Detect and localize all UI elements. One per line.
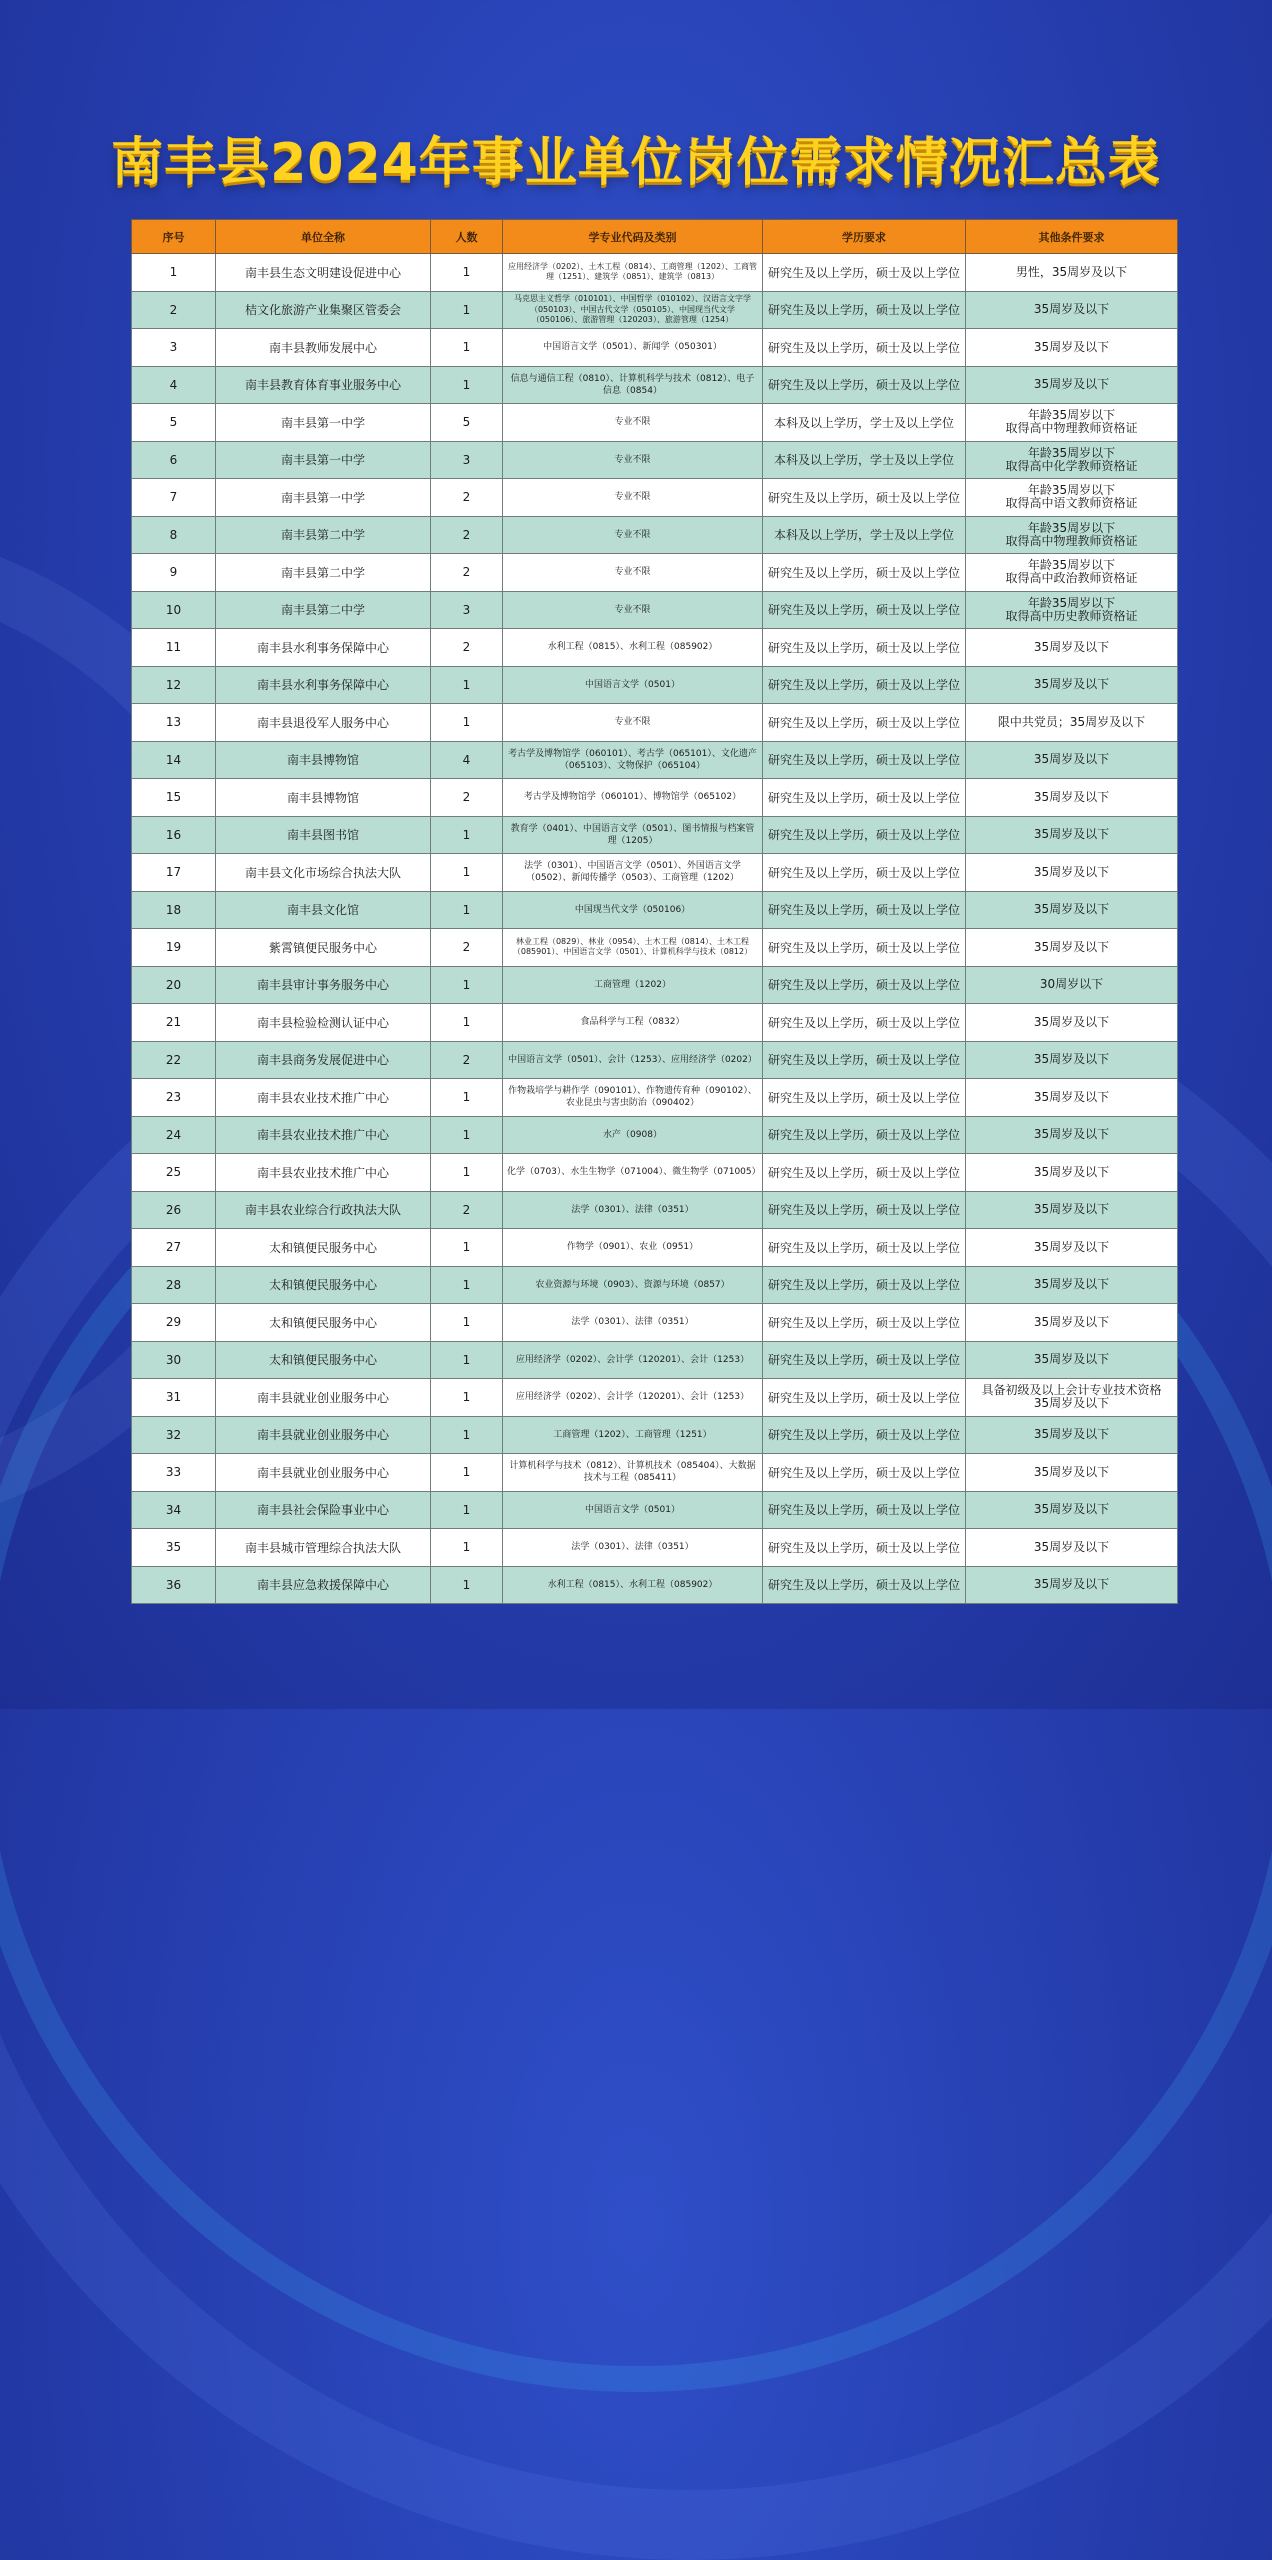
cell-count: 1 [431, 1154, 503, 1192]
cell-unit: 南丰县水利事务保障中心 [216, 666, 431, 704]
header-education: 学历要求 [763, 220, 966, 254]
cell-major: 法学（0301）、法律（0351） [503, 1529, 763, 1567]
cell-education: 研究生及以上学历，硕士及以上学位 [763, 1004, 966, 1042]
cell-major: 化学（0703）、水生生物学（071004）、微生物学（071005） [503, 1154, 763, 1192]
cell-count: 1 [431, 704, 503, 742]
table-row [132, 366, 1178, 404]
cell-unit: 太和镇便民服务中心 [216, 1266, 431, 1304]
cell-index: 5 [132, 404, 216, 442]
cell-index: 29 [132, 1304, 216, 1342]
cell-index: 32 [132, 1416, 216, 1454]
table-row [132, 666, 1178, 704]
cell-other: 35周岁及以下 [966, 366, 1178, 404]
cell-major: 食品科学与工程（0832） [503, 1004, 763, 1042]
cell-count: 1 [431, 816, 503, 854]
cell-count: 1 [431, 966, 503, 1004]
table-row [132, 966, 1178, 1004]
cell-index: 8 [132, 516, 216, 554]
cell-unit: 南丰县第一中学 [216, 441, 431, 479]
cell-education: 研究生及以上学历，硕士及以上学位 [763, 554, 966, 592]
cell-education: 研究生及以上学历，硕士及以上学位 [763, 1454, 966, 1492]
cell-education: 研究生及以上学历，硕士及以上学位 [763, 741, 966, 779]
cell-major: 水利工程（0815）、水利工程（085902） [503, 1566, 763, 1604]
cell-other: 35周岁及以下 [966, 329, 1178, 367]
cell-unit: 南丰县教育体育事业服务中心 [216, 366, 431, 404]
cell-count: 1 [431, 891, 503, 929]
table-row [132, 1266, 1178, 1304]
cell-other: 年龄35周岁以下 取得高中物理教师资格证 [966, 404, 1178, 442]
cell-unit: 南丰县就业创业服务中心 [216, 1379, 431, 1417]
cell-education: 研究生及以上学历，硕士及以上学位 [763, 254, 966, 292]
cell-count: 1 [431, 854, 503, 892]
cell-major: 林业工程（0829）、林业（0954）、土木工程（0814）、土木工程（085901）、中国语言文学（0501）、计算机科学与技术（0812） [503, 929, 763, 967]
cell-education: 研究生及以上学历，硕士及以上学位 [763, 1379, 966, 1417]
cell-index: 33 [132, 1454, 216, 1492]
cell-education: 研究生及以上学历，硕士及以上学位 [763, 1304, 966, 1342]
cell-other: 35周岁及以下 [966, 1191, 1178, 1229]
cell-other: 35周岁及以下 [966, 854, 1178, 892]
cell-major: 法学（0301）、中国语言文学（0501）、外国语言文学（0502）、新闻传播学（0503）、工商管理（1202） [503, 854, 763, 892]
cell-major: 计算机科学与技术（0812）、计算机技术（085404）、大数据技术与工程（085411） [503, 1454, 763, 1492]
cell-index: 16 [132, 816, 216, 854]
cell-other: 35周岁及以下 [966, 1266, 1178, 1304]
cell-other: 35周岁及以下 [966, 666, 1178, 704]
cell-unit: 南丰县第一中学 [216, 479, 431, 517]
cell-index: 24 [132, 1116, 216, 1154]
cell-other: 35周岁及以下 [966, 816, 1178, 854]
table-row [132, 1154, 1178, 1192]
cell-index: 4 [132, 366, 216, 404]
cell-education: 研究生及以上学历，硕士及以上学位 [763, 1529, 966, 1567]
cell-unit: 南丰县城市管理综合执法大队 [216, 1529, 431, 1567]
cell-major: 应用经济学（0202）、会计学（120201）、会计（1253） [503, 1379, 763, 1417]
cell-major: 专业不限 [503, 704, 763, 742]
table-row [132, 1116, 1178, 1154]
header-other: 其他条件要求 [966, 220, 1178, 254]
cell-major: 马克思主义哲学（010101）、中国哲学（010102）、汉语言文字学（050103）、中国古代文学（050105）、中国现当代文学（050106）、旅游管理（120203）、旅游管理（1254） [503, 291, 763, 329]
cell-major: 农业资源与环境（0903）、资源与环境（0857） [503, 1266, 763, 1304]
cell-index: 2 [132, 291, 216, 329]
cell-unit: 南丰县社会保险事业中心 [216, 1491, 431, 1529]
cell-count: 1 [431, 1079, 503, 1117]
cell-major: 信息与通信工程（0810）、计算机科学与技术（0812）、电子信息（0854） [503, 366, 763, 404]
cell-education: 研究生及以上学历，硕士及以上学位 [763, 291, 966, 329]
header-count: 人数 [431, 220, 503, 254]
cell-education: 研究生及以上学历，硕士及以上学位 [763, 1416, 966, 1454]
table-row [132, 629, 1178, 667]
cell-count: 4 [431, 741, 503, 779]
table-row [132, 704, 1178, 742]
cell-count: 1 [431, 1416, 503, 1454]
cell-count: 2 [431, 516, 503, 554]
cell-count: 1 [431, 1229, 503, 1267]
cell-other: 35周岁及以下 [966, 1304, 1178, 1342]
cell-unit: 南丰县博物馆 [216, 779, 431, 817]
cell-unit: 南丰县审计事务服务中心 [216, 966, 431, 1004]
cell-count: 2 [431, 479, 503, 517]
cell-education: 本科及以上学历，学士及以上学位 [763, 404, 966, 442]
cell-other: 具备初级及以上会计专业技术资格 35周岁及以下 [966, 1379, 1178, 1417]
cell-count: 1 [431, 1454, 503, 1492]
cell-count: 1 [431, 1566, 503, 1604]
cell-other: 限中共党员；35周岁及以下 [966, 704, 1178, 742]
cell-major: 中国语言文学（0501） [503, 666, 763, 704]
cell-count: 1 [431, 1266, 503, 1304]
cell-index: 22 [132, 1041, 216, 1079]
cell-education: 研究生及以上学历，硕士及以上学位 [763, 329, 966, 367]
cell-index: 10 [132, 591, 216, 629]
cell-index: 14 [132, 741, 216, 779]
cell-other: 年龄35周岁以下 取得高中化学教师资格证 [966, 441, 1178, 479]
cell-unit: 南丰县农业技术推广中心 [216, 1154, 431, 1192]
cell-count: 1 [431, 1341, 503, 1379]
table-body [132, 254, 1178, 1604]
table-row [132, 1004, 1178, 1042]
cell-index: 25 [132, 1154, 216, 1192]
page-title: 南丰县2024年事业单位岗位需求情况汇总表 [111, 133, 1161, 193]
cell-education: 研究生及以上学历，硕士及以上学位 [763, 1079, 966, 1117]
cell-unit: 南丰县第二中学 [216, 591, 431, 629]
table-row [132, 1229, 1178, 1267]
cell-unit: 南丰县农业技术推广中心 [216, 1116, 431, 1154]
cell-index: 31 [132, 1379, 216, 1417]
cell-other: 35周岁及以下 [966, 1004, 1178, 1042]
cell-count: 3 [431, 441, 503, 479]
cell-other: 年龄35周岁以下 取得高中物理教师资格证 [966, 516, 1178, 554]
table-row [132, 516, 1178, 554]
cell-major: 中国语言文学（0501）、会计（1253）、应用经济学（0202） [503, 1041, 763, 1079]
cell-other: 35周岁及以下 [966, 1416, 1178, 1454]
table-row [132, 854, 1178, 892]
table-row [132, 254, 1178, 292]
table-row [132, 1079, 1178, 1117]
cell-index: 34 [132, 1491, 216, 1529]
cell-education: 研究生及以上学历，硕士及以上学位 [763, 629, 966, 667]
cell-count: 2 [431, 629, 503, 667]
cell-unit: 南丰县农业综合行政执法大队 [216, 1191, 431, 1229]
cell-count: 1 [431, 291, 503, 329]
cell-count: 1 [431, 1529, 503, 1567]
cell-index: 36 [132, 1566, 216, 1604]
cell-count: 1 [431, 1004, 503, 1042]
cell-education: 研究生及以上学历，硕士及以上学位 [763, 479, 966, 517]
cell-index: 7 [132, 479, 216, 517]
table-row [132, 479, 1178, 517]
table-row [132, 291, 1178, 329]
table-row [132, 1529, 1178, 1567]
cell-unit: 南丰县教师发展中心 [216, 329, 431, 367]
cell-count: 1 [431, 1304, 503, 1342]
table-row [132, 591, 1178, 629]
table-row [132, 554, 1178, 592]
cell-other: 35周岁及以下 [966, 1529, 1178, 1567]
cell-index: 6 [132, 441, 216, 479]
cell-education: 研究生及以上学历，硕士及以上学位 [763, 1191, 966, 1229]
table-row [132, 741, 1178, 779]
cell-index: 23 [132, 1079, 216, 1117]
cell-other: 男性，35周岁及以下 [966, 254, 1178, 292]
cell-other: 35周岁及以下 [966, 1041, 1178, 1079]
cell-index: 3 [132, 329, 216, 367]
cell-unit: 南丰县商务发展促进中心 [216, 1041, 431, 1079]
cell-unit: 南丰县水利事务保障中心 [216, 629, 431, 667]
cell-index: 11 [132, 629, 216, 667]
cell-other: 35周岁及以下 [966, 741, 1178, 779]
cell-other: 35周岁及以下 [966, 1116, 1178, 1154]
cell-education: 研究生及以上学历，硕士及以上学位 [763, 666, 966, 704]
cell-count: 1 [431, 329, 503, 367]
cell-unit: 南丰县检验检测认证中心 [216, 1004, 431, 1042]
cell-education: 研究生及以上学历，硕士及以上学位 [763, 1116, 966, 1154]
table-row [132, 1304, 1178, 1342]
cell-other: 35周岁及以下 [966, 1341, 1178, 1379]
table-row [132, 816, 1178, 854]
cell-unit: 南丰县文化馆 [216, 891, 431, 929]
cell-count: 2 [431, 554, 503, 592]
cell-index: 30 [132, 1341, 216, 1379]
cell-education: 研究生及以上学历，硕士及以上学位 [763, 854, 966, 892]
cell-unit: 桔文化旅游产业集聚区管委会 [216, 291, 431, 329]
cell-other: 年龄35周岁以下 取得高中政治教师资格证 [966, 554, 1178, 592]
cell-unit: 南丰县文化市场综合执法大队 [216, 854, 431, 892]
cell-major: 应用经济学（0202）、会计学（120201）、会计（1253） [503, 1341, 763, 1379]
cell-major: 中国现当代文学（050106） [503, 891, 763, 929]
table-row [132, 1416, 1178, 1454]
table-row [132, 1566, 1178, 1604]
cell-education: 研究生及以上学历，硕士及以上学位 [763, 1154, 966, 1192]
cell-major: 专业不限 [503, 554, 763, 592]
table-row [132, 1379, 1178, 1417]
cell-unit: 太和镇便民服务中心 [216, 1229, 431, 1267]
cell-other: 35周岁及以下 [966, 1229, 1178, 1267]
cell-count: 3 [431, 591, 503, 629]
cell-unit: 太和镇便民服务中心 [216, 1341, 431, 1379]
cell-education: 本科及以上学历，学士及以上学位 [763, 516, 966, 554]
cell-major: 法学（0301）、法律（0351） [503, 1304, 763, 1342]
header-unit: 单位全称 [216, 220, 431, 254]
cell-other: 35周岁及以下 [966, 291, 1178, 329]
cell-other: 30周岁以下 [966, 966, 1178, 1004]
cell-major: 应用经济学（0202）、土木工程（0814）、工商管理（1202）、工商管理（1251）、建筑学（0851）、建筑学（0813） [503, 254, 763, 292]
cell-unit: 南丰县就业创业服务中心 [216, 1454, 431, 1492]
cell-index: 15 [132, 779, 216, 817]
cell-other: 35周岁及以下 [966, 891, 1178, 929]
cell-unit: 南丰县第二中学 [216, 516, 431, 554]
cell-other: 35周岁及以下 [966, 1079, 1178, 1117]
cell-index: 17 [132, 854, 216, 892]
table-row [132, 1491, 1178, 1529]
cell-major: 工商管理（1202）、工商管理（1251） [503, 1416, 763, 1454]
cell-major: 考古学及博物馆学（060101）、考古学（065101）、文化遗产（065103）、文物保护（065104） [503, 741, 763, 779]
cell-major: 专业不限 [503, 591, 763, 629]
table-row [132, 329, 1178, 367]
cell-education: 研究生及以上学历，硕士及以上学位 [763, 1266, 966, 1304]
cell-major: 专业不限 [503, 516, 763, 554]
cell-index: 35 [132, 1529, 216, 1567]
cell-count: 1 [431, 1491, 503, 1529]
cell-education: 研究生及以上学历，硕士及以上学位 [763, 1229, 966, 1267]
cell-education: 研究生及以上学历，硕士及以上学位 [763, 591, 966, 629]
cell-index: 9 [132, 554, 216, 592]
cell-count: 2 [431, 1041, 503, 1079]
cell-index: 19 [132, 929, 216, 967]
positions-table [131, 219, 1178, 1604]
cell-index: 12 [132, 666, 216, 704]
cell-education: 研究生及以上学历，硕士及以上学位 [763, 966, 966, 1004]
cell-index: 20 [132, 966, 216, 1004]
cell-count: 2 [431, 779, 503, 817]
cell-major: 中国语言文学（0501）、新闻学（050301） [503, 329, 763, 367]
header-index: 序号 [132, 220, 216, 254]
header-major: 学专业代码及类别 [503, 220, 763, 254]
table-row [132, 779, 1178, 817]
cell-index: 26 [132, 1191, 216, 1229]
table-row [132, 929, 1178, 967]
cell-count: 1 [431, 1116, 503, 1154]
cell-unit: 南丰县第一中学 [216, 404, 431, 442]
cell-count: 1 [431, 254, 503, 292]
cell-education: 研究生及以上学历，硕士及以上学位 [763, 816, 966, 854]
cell-major: 中国语言文学（0501） [503, 1491, 763, 1529]
cell-index: 1 [132, 254, 216, 292]
cell-unit: 南丰县退役军人服务中心 [216, 704, 431, 742]
cell-other: 35周岁及以下 [966, 1454, 1178, 1492]
cell-major: 专业不限 [503, 479, 763, 517]
cell-index: 13 [132, 704, 216, 742]
cell-education: 本科及以上学历，学士及以上学位 [763, 441, 966, 479]
cell-other: 年龄35周岁以下 取得高中语文教师资格证 [966, 479, 1178, 517]
cell-count: 2 [431, 929, 503, 967]
cell-education: 研究生及以上学历，硕士及以上学位 [763, 779, 966, 817]
cell-index: 18 [132, 891, 216, 929]
cell-index: 21 [132, 1004, 216, 1042]
cell-other: 35周岁及以下 [966, 779, 1178, 817]
cell-unit: 南丰县农业技术推广中心 [216, 1079, 431, 1117]
table-row [132, 1191, 1178, 1229]
cell-unit: 南丰县就业创业服务中心 [216, 1416, 431, 1454]
cell-education: 研究生及以上学历，硕士及以上学位 [763, 1341, 966, 1379]
cell-count: 1 [431, 366, 503, 404]
table-row [132, 404, 1178, 442]
cell-other: 年龄35周岁以下 取得高中历史教师资格证 [966, 591, 1178, 629]
cell-unit: 南丰县应急救援保障中心 [216, 1566, 431, 1604]
cell-education: 研究生及以上学历，硕士及以上学位 [763, 1041, 966, 1079]
cell-education: 研究生及以上学历，硕士及以上学位 [763, 929, 966, 967]
cell-major: 水产（0908） [503, 1116, 763, 1154]
cell-index: 27 [132, 1229, 216, 1267]
cell-unit: 南丰县生态文明建设促进中心 [216, 254, 431, 292]
cell-major: 作物学（0901）、农业（0951） [503, 1229, 763, 1267]
cell-count: 1 [431, 666, 503, 704]
cell-major: 教育学（0401）、中国语言文学（0501）、图书情报与档案管理（1205） [503, 816, 763, 854]
table-row [132, 1041, 1178, 1079]
cell-unit: 太和镇便民服务中心 [216, 1304, 431, 1342]
cell-unit: 南丰县第二中学 [216, 554, 431, 592]
cell-education: 研究生及以上学历，硕士及以上学位 [763, 891, 966, 929]
cell-major: 专业不限 [503, 404, 763, 442]
cell-unit: 紫霄镇便民服务中心 [216, 929, 431, 967]
cell-education: 研究生及以上学历，硕士及以上学位 [763, 1491, 966, 1529]
cell-major: 水利工程（0815）、水利工程（085902） [503, 629, 763, 667]
cell-major: 工商管理（1202） [503, 966, 763, 1004]
cell-other: 35周岁及以下 [966, 629, 1178, 667]
table-header-row [132, 220, 1178, 254]
cell-unit: 南丰县图书馆 [216, 816, 431, 854]
positions-table-container [131, 219, 1177, 1604]
cell-other: 35周岁及以下 [966, 1154, 1178, 1192]
cell-education: 研究生及以上学历，硕士及以上学位 [763, 704, 966, 742]
table-row [132, 1341, 1178, 1379]
cell-index: 28 [132, 1266, 216, 1304]
cell-other: 35周岁及以下 [966, 1491, 1178, 1529]
cell-unit: 南丰县博物馆 [216, 741, 431, 779]
cell-major: 法学（0301）、法律（0351） [503, 1191, 763, 1229]
cell-other: 35周岁及以下 [966, 929, 1178, 967]
table-row [132, 1454, 1178, 1492]
cell-major: 考古学及博物馆学（060101）、博物馆学（065102） [503, 779, 763, 817]
cell-count: 1 [431, 1379, 503, 1417]
cell-other: 35周岁及以下 [966, 1566, 1178, 1604]
cell-major: 作物栽培学与耕作学（090101）、作物遗传育种（090102）、农业昆虫与害虫防治（090402） [503, 1079, 763, 1117]
cell-major: 专业不限 [503, 441, 763, 479]
table-row [132, 441, 1178, 479]
cell-education: 研究生及以上学历，硕士及以上学位 [763, 1566, 966, 1604]
cell-education: 研究生及以上学历，硕士及以上学位 [763, 366, 966, 404]
table-row [132, 891, 1178, 929]
cell-count: 5 [431, 404, 503, 442]
cell-count: 2 [431, 1191, 503, 1229]
